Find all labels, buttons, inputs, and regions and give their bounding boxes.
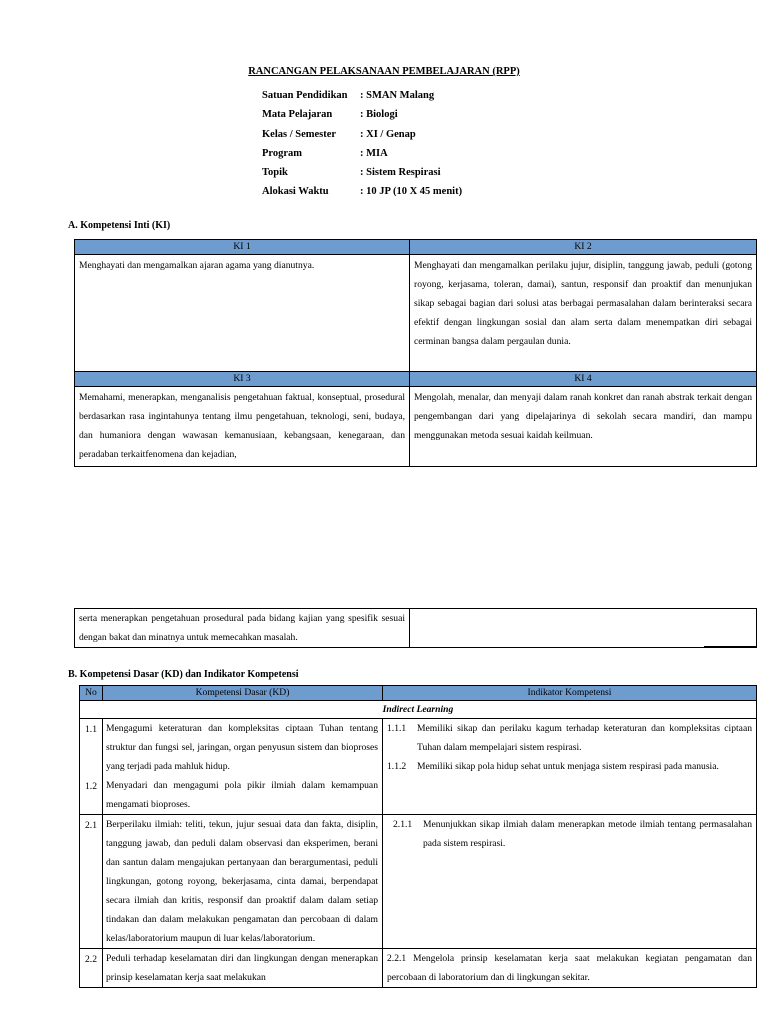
indicator-text: Memiliki sikap pola hidup sehat untuk menjaga sistem respirasi pada manusia. <box>417 761 719 772</box>
kd-table <box>79 685 757 988</box>
kd-number: 1.2 <box>85 781 97 792</box>
indicator-cell <box>383 815 757 949</box>
identity-row <box>262 125 462 144</box>
ki-table-continued <box>74 608 757 648</box>
row-number <box>80 719 103 815</box>
indicator-number: 1.1.1 <box>387 723 407 734</box>
ki-table <box>74 239 757 467</box>
indicator-text: 2.2.1 Mengelola prinsip keselamatan kerja saat melakukan kegiatan pengamatan dan percobaan di laboratorium dan di lingkungan sekitar. <box>383 949 757 988</box>
identity-label: Mata Pelajaran <box>262 109 333 121</box>
identity-value: : Sistem Respirasi <box>360 167 441 179</box>
identity-label: Topik <box>262 167 288 179</box>
indicator-item <box>393 815 752 853</box>
table-row <box>80 815 757 949</box>
kd-text: Mengagumi keteraturan dan kompleksitas ciptaan Tuhan tentang struktur dan fungsi sel, jaringan, organ penyusun sistem dan bioproses yang terjadi pada mahluk hidup. <box>106 723 378 772</box>
section-a-heading: A. Kompetensi Inti (KI) <box>68 220 171 231</box>
row-number: 2.2 <box>80 949 103 988</box>
identity-value: : XI / Genap <box>360 128 416 140</box>
indicator-text: Menunjukkan sikap ilmiah dalam menerapkan metode ilmiah tentang permasalahan pada sistem respirasi. <box>423 819 752 849</box>
identity-row <box>262 163 462 182</box>
ki4-header: KI 4 <box>410 372 757 387</box>
document-title: RANCANGAN PELAKSANAAN PEMBELAJARAN (RPP) <box>248 66 520 77</box>
kd-cell <box>103 719 383 815</box>
ki3-header: KI 3 <box>75 372 410 387</box>
indirect-learning-subheader: Indirect Learning <box>80 701 757 719</box>
identity-row <box>262 86 462 105</box>
ki1-text: Menghayati dan mengamalkan ajaran agama yang dianutnya. <box>75 255 410 372</box>
column-header-kd: Kompetensi Dasar (KD) <box>103 686 383 701</box>
identity-row <box>262 182 462 201</box>
row-number: 2.1 <box>80 815 103 949</box>
divider <box>704 646 756 647</box>
identity-value: : 10 JP (10 X 45 menit) <box>360 186 463 198</box>
table-row <box>80 719 757 815</box>
indicator-item <box>387 757 752 776</box>
indicator-text: Memiliki sikap dan perilaku kagum terhadap keteraturan dan kompleksitas ciptaan Tuhan dalam mempelajari sistem respirasi. <box>417 723 752 753</box>
ki3-text: Memahami, menerapkan, menganalisis pengetahuan faktual, konseptual, prosedural berdasarkan rasa ingintahunya tentang ilmu pengetahuan, teknologi, seni, budaya, dan humaniora dengan wawasan kemanusiaan, kebangsaan, kenegaraan, dan peradaban terkaitfenomena dan kejadian, <box>75 387 410 467</box>
indicator-cell <box>383 719 757 815</box>
indicator-item <box>387 719 752 757</box>
kd-text: Peduli terhadap keselamatan diri dan lingkungan dengan menerapkan prinsip keselamatan kerja saat melakukan <box>103 949 383 988</box>
identity-label: Alokasi Waktu <box>262 186 329 198</box>
ki3-text-continued: serta menerapkan pengetahuan prosedural pada bidang kajian yang spesifik sesuai dengan bakat dan minatnya untuk memecahkan masalah. <box>75 609 410 648</box>
indicator-number: 2.1.1 <box>393 819 413 830</box>
kd-number: 1.1 <box>85 724 97 735</box>
section-b-heading: B. Kompetensi Dasar (KD) dan Indikator Kompetensi <box>68 669 299 680</box>
kd-text: Berperilaku ilmiah: teliti, tekun, jujur sesuai data dan fakta, disiplin, tanggung jawab, dan peduli dalam observasi dan eksperimen, berani dan santun dalam mengajukan pertanyaan dan berargumentasi, peduli lingkungan, gotong royong, bekerjasama, cinta damai, berpendapat secara ilmiah dan kritis, responsif dan proaktif dalam dalam setiap tindakan dan dalam melakukan pengamatan dan percobaan di dalam kelas/laboratorium maupun di luar kelas/laboratorium. <box>103 815 383 949</box>
table-row <box>80 949 757 988</box>
identity-row <box>262 144 462 163</box>
identity-label: Kelas / Semester <box>262 128 337 140</box>
ki2-header: KI 2 <box>410 240 757 255</box>
identity-block <box>262 86 462 202</box>
identity-value: : SMAN Malang <box>360 90 435 101</box>
column-header-indicator: Indikator Kompetensi <box>383 686 757 701</box>
identity-row <box>262 105 462 124</box>
ki2-text: Menghayati dan mengamalkan perilaku jujur, disiplin, tanggung jawab, peduli (gotong royong, kerjasama, toleran, damai), santun, responsif dan proaktif dan menunjukan sikap sebagai bagian dari solusi atas berbagai permasalahan dalam berinteraksi secara efektif dengan lingkungan sosial dan alam serta dalam menempatkan diri sebagai cerminan bangsa dalam pergaulan dunia. <box>410 255 757 372</box>
identity-value: : Biologi <box>360 109 398 121</box>
identity-label: Satuan Pendidikan <box>262 90 348 101</box>
column-header-no: No <box>80 686 103 701</box>
ki4-text-continued <box>410 609 757 648</box>
kd-text: Menyadari dan mengagumi pola pikir ilmiah dalam kemampuan mengamati bioproses. <box>106 780 378 810</box>
identity-value: : MIA <box>360 147 388 159</box>
ki1-header: KI 1 <box>75 240 410 255</box>
indicator-number: 1.1.2 <box>387 761 407 772</box>
ki4-text: Mengolah, menalar, dan menyaji dalam ranah konkret dan ranah abstrak terkait dengan pengembangan dari yang dipelajarinya di sekolah secara mandiri, dan mampu menggunakan metoda sesuai kaidah keilmuan. <box>410 387 757 467</box>
identity-label: Program <box>262 147 303 159</box>
